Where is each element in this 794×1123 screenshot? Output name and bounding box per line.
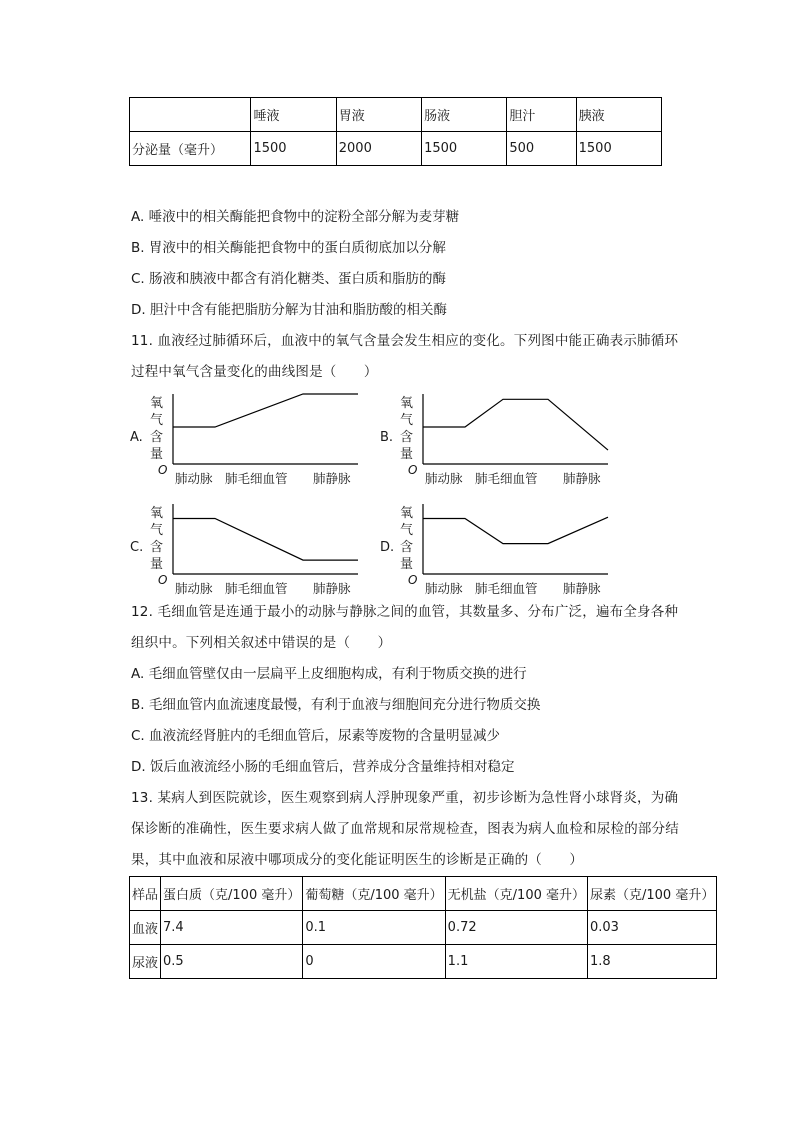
graph-c (128, 500, 360, 604)
q12-stem-line2: 组织中。下列相关叙述中错误的是（ ） (131, 635, 392, 651)
oxygen-curve (423, 517, 608, 543)
graph-option-letter: B. (380, 430, 394, 445)
table-cell: 胰液 (576, 98, 661, 132)
q12-stem-line1: 12. 毛细血管是连通于最小的动脉与静脉之间的血管，其数量多、分布广泛，遍布全身各种 (131, 604, 679, 620)
q11-stem-line1: 11. 血液经过肺循环后，血液中的氧气含量会发生相应的变化。下列图中能正确表示肺循环 (131, 333, 679, 349)
q13-stem-line1: 13. 某病人到医院就诊，医生观察到病人浮肿现象严重，初步诊断为急性肾小球肾炎，为确 (131, 790, 679, 806)
y-axis-label-char: 含 (400, 430, 414, 445)
origin-label: O (408, 573, 418, 587)
y-axis-label-char: 氧 (400, 396, 414, 411)
table-cell: 唾液 (251, 98, 336, 132)
origin-label: O (158, 573, 168, 587)
y-axis-label-char: 量 (150, 447, 164, 462)
table-cell: 1500 (251, 132, 336, 166)
y-axis-label-char: 含 (400, 540, 414, 555)
table-cell: 1500 (422, 132, 507, 166)
x-axis-label: 肺毛细血管 (225, 471, 288, 486)
y-axis-label-char: 气 (150, 413, 164, 428)
x-axis-label: 肺毛细血管 (225, 581, 288, 596)
q12-option-a: A. 毛细血管壁仅由一层扁平上皮细胞构成，有利于物质交换的进行 (131, 666, 527, 682)
table-cell: 0 (303, 945, 445, 979)
x-axis-label: 肺静脉 (313, 581, 351, 596)
graph-b (378, 390, 610, 494)
table-row (130, 132, 662, 166)
table-cell: 肠液 (422, 98, 507, 132)
table-cell: 0.72 (445, 911, 587, 945)
origin-label: O (408, 463, 418, 477)
graph-option-letter: C. (130, 540, 144, 555)
table-row (130, 945, 717, 979)
oxygen-graph-svg (378, 500, 610, 600)
y-axis-label-char: 氧 (150, 396, 164, 411)
table-cell: 血液 (130, 911, 161, 945)
oxygen-graph-svg (378, 390, 610, 490)
y-axis-label-char: 含 (150, 540, 164, 555)
origin-label: O (158, 463, 168, 477)
x-axis-label: 肺静脉 (563, 581, 601, 596)
x-axis-label: 肺动脉 (425, 471, 463, 486)
x-axis-label: 肺动脉 (425, 581, 463, 596)
y-axis-label-char: 氧 (150, 506, 164, 521)
y-axis-label-char: 量 (400, 557, 414, 572)
x-axis-label: 肺毛细血管 (475, 581, 538, 596)
table-cell: 胆汁 (507, 98, 576, 132)
x-axis-label: 肺动脉 (175, 581, 213, 596)
table-row (130, 877, 717, 911)
oxygen-graph-svg (128, 500, 360, 600)
q11-stem-line2: 过程中氧气含量变化的曲线图是（ ） (131, 364, 378, 380)
q10-option-a: A. 唾液中的相关酶能把食物中的淀粉全部分解为麦芽糖 (131, 209, 460, 225)
table-cell (130, 98, 251, 132)
table-cell: 1.1 (445, 945, 587, 979)
table-cell: 1.8 (588, 945, 717, 979)
y-axis-label-char: 含 (150, 430, 164, 445)
y-axis-label-char: 量 (400, 447, 414, 462)
x-axis-label: 肺静脉 (313, 471, 351, 486)
oxygen-curve (173, 394, 358, 427)
q13-stem-line2: 保诊断的准确性，医生要求病人做了血常规和尿常规检查，图表为病人血检和尿检的部分结 (131, 821, 679, 837)
graph-option-letter: D. (380, 540, 395, 555)
secretion-table (129, 97, 662, 166)
q12-option-b: B. 毛细血管内血流速度最慢，有利于血液与细胞间充分进行物质交换 (131, 697, 541, 713)
table-cell: 0.5 (161, 945, 303, 979)
table-cell: 无机盐（克/100 毫升） (445, 877, 587, 911)
q13-stem-line3: 果，其中血液和尿液中哪项成分的变化能证明医生的诊断是正确的（ ） (131, 852, 584, 868)
table-cell: 蛋白质（克/100 毫升） (161, 877, 303, 911)
y-axis-label-char: 量 (150, 557, 164, 572)
x-axis-label: 肺静脉 (563, 471, 601, 486)
table-row (130, 98, 662, 132)
q10-option-d: D. 胆汁中含有能把脂肪分解为甘油和脂肪酸的相关酶 (131, 302, 447, 318)
graph-option-letter: A. (130, 430, 143, 445)
y-axis-label-char: 气 (400, 413, 414, 428)
table-cell: 7.4 (161, 911, 303, 945)
table-cell: 0.03 (588, 911, 717, 945)
oxygen-curve (173, 519, 358, 561)
q10-option-b: B. 胃液中的相关酶能把食物中的蛋白质彻底加以分解 (131, 240, 446, 256)
q10-option-c: C. 肠液和胰液中都含有消化糖类、蛋白质和脂肪的酶 (131, 271, 447, 287)
table-cell: 尿液 (130, 945, 161, 979)
y-axis-label-char: 气 (400, 523, 414, 538)
y-axis-label-char: 氧 (400, 506, 414, 521)
table-cell: 2000 (336, 132, 421, 166)
table-row (130, 911, 717, 945)
graph-a (128, 390, 360, 494)
table-cell: 500 (507, 132, 576, 166)
table-cell: 尿素（克/100 毫升） (588, 877, 717, 911)
table-cell: 葡萄糖（克/100 毫升） (303, 877, 445, 911)
x-axis-label: 肺毛细血管 (475, 471, 538, 486)
test-results-table (129, 876, 717, 979)
q12-option-c: C. 血液流经肾脏内的毛细血管后，尿素等废物的含量明显减少 (131, 728, 501, 744)
table-cell: 分泌量（毫升） (130, 132, 251, 166)
table-cell: 样品 (130, 877, 161, 911)
table-cell: 1500 (576, 132, 661, 166)
q12-option-d: D. 饭后血液流经小肠的毛细血管后，营养成分含量维持相对稳定 (131, 759, 515, 775)
table-cell: 0.1 (303, 911, 445, 945)
oxygen-graph-svg (128, 390, 360, 490)
table-cell: 胃液 (336, 98, 421, 132)
y-axis-label-char: 气 (150, 523, 164, 538)
x-axis-label: 肺动脉 (175, 471, 213, 486)
graph-d (378, 500, 610, 604)
oxygen-curve (423, 399, 608, 450)
